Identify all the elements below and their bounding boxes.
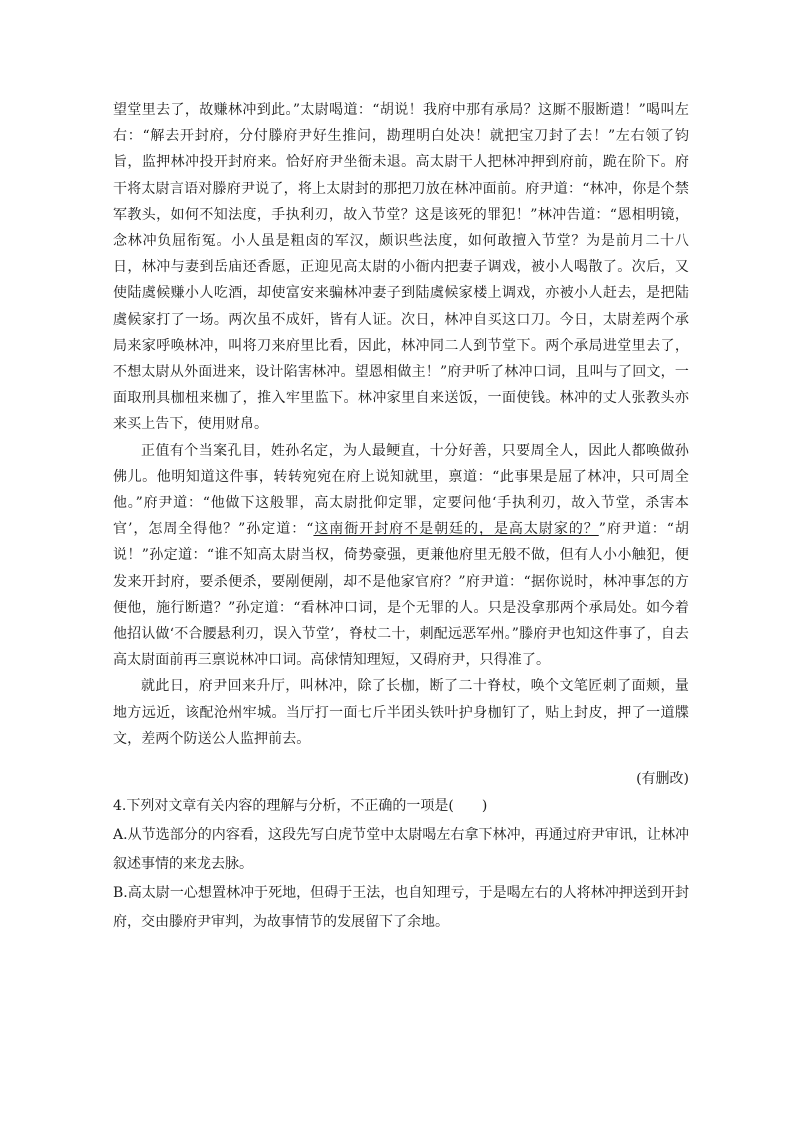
passage-paragraph-2 bbox=[113, 438, 689, 674]
document-body bbox=[113, 97, 689, 937]
question-option-b: B.高太尉一心想置林冲于死地，但碍于王法，也自知理亏，于是喝左右的人将林冲押送到开封府，交由滕府尹审判，为故事情节的发展留下了余地。 bbox=[113, 885, 689, 931]
passage-paragraph-2-text-before: 正值有个当案孔目，姓孙名定，为人最鲠直，十分好善，只要周全人，因此人都唤做孙佛儿。他明知道这件事，转转宛宛在府上说知就里，禀道：“此事果是屈了林冲，只可周全他。”府尹道：“他做下这般罪，高太尉批仰定罪，定要问他‘手执利刃，故入节堂，杀害本官’，怎周全得他？”孙定道：“ bbox=[113, 442, 689, 538]
passage-paragraph-1-text: 望堂里去了，故赚林冲到此。”太尉喝道：“胡说！我府中那有承局？这厮不服断遣！”喝叫左右：“解去开封府，分付滕府尹好生推问，勘理明白处决！就把宝刀封了去！”左右领了钧旨，监押林冲投开封府来。恰好府尹坐衙未退。高太尉干人把林冲押到府前，跪在阶下。府干将太尉言语对滕府尹说了，将上太尉封的那把刀放在林冲面前。府尹道：“林冲，你是个禁军教头，如何不知法度，手执利刃，故入节堂？这是该死的罪犯！”林冲告道：“恩相明镜，念林冲负屈衔冤。小人虽是粗卤的军汉，颇识些法度，如何敢擅入节堂？为是前月二十八日，林冲与妻到岳庙还香愿，正迎见高太尉的小衙内把妻子调戏，被小人喝散了。次后，又使陆虞候赚小人吃酒，却使富安来骗林冲妻子到陆虞候家楼上调戏，亦被小人赶去，是把陆虞候家打了一场。两次虽不成奸，皆有人证。次日，林冲自买这口刀。今日，太尉差两个承局来家呼唤林冲，叫将刀来府里比看，因此，林冲同二人到节堂下。两个承局进堂里去了，不想太尉从外面进来，设计陷害林冲。望恩相做主！”府尹听了林冲口词，且叫与了回文，一面取刑具枷杻来枷了，推入牢里监下。林冲家里自来送饭，一面使钱。林冲的丈人张教头亦来买上告下，使用财帛。 bbox=[113, 102, 689, 433]
passage-paragraph-2-text-after: ”府尹道：“胡说！”孙定道：“谁不知高太尉当权，倚势豪强，更兼他府里无般不做，但有人小小触犯，便发来开封府，要杀便杀，要剐便剐，却不是他家官府？”府尹道：“据你说时，林冲事怎的方便他，施行断遣？”孙定道：“看林冲口词，是个无罪的人。只是没拿那两个承局处。如今着他招认做‘不合腰悬利刃，误入节堂’，脊杖二十，刺配远恶军州。”滕府尹也知这件事了，自去高太尉面前再三禀说林冲口词。高俅情知理短，又碍府尹，只得准了。 bbox=[113, 521, 690, 669]
question-option-a: A.从节选部分的内容看，这段先写白虎节堂中太尉喝左右拿下林冲，再通过府尹审讯，让林冲叙述事情的来龙去脉。 bbox=[113, 827, 689, 873]
question-stem: 4.下列对文章有关内容的理解与分析，不正确的一项是( ) bbox=[113, 798, 488, 815]
source-note: (有删改) bbox=[636, 771, 689, 788]
passage-paragraph-1 bbox=[113, 97, 689, 438]
passage-paragraph-3 bbox=[113, 673, 689, 752]
passage-paragraph-3-text: 就此日，府尹回来升厅，叫林冲，除了长枷，断了二十脊杖，唤个文笔匠刺了面颊，量地方远近，该配沧州牢城。当厅打一面七斤半团头铁叶护身枷钉了，贴上封皮，押了一道牒文，差两个防送公人监押前去。 bbox=[113, 678, 689, 747]
underlined-sentence: 这南衙开封府不是朝廷的，是高太尉家的？ bbox=[313, 521, 599, 538]
